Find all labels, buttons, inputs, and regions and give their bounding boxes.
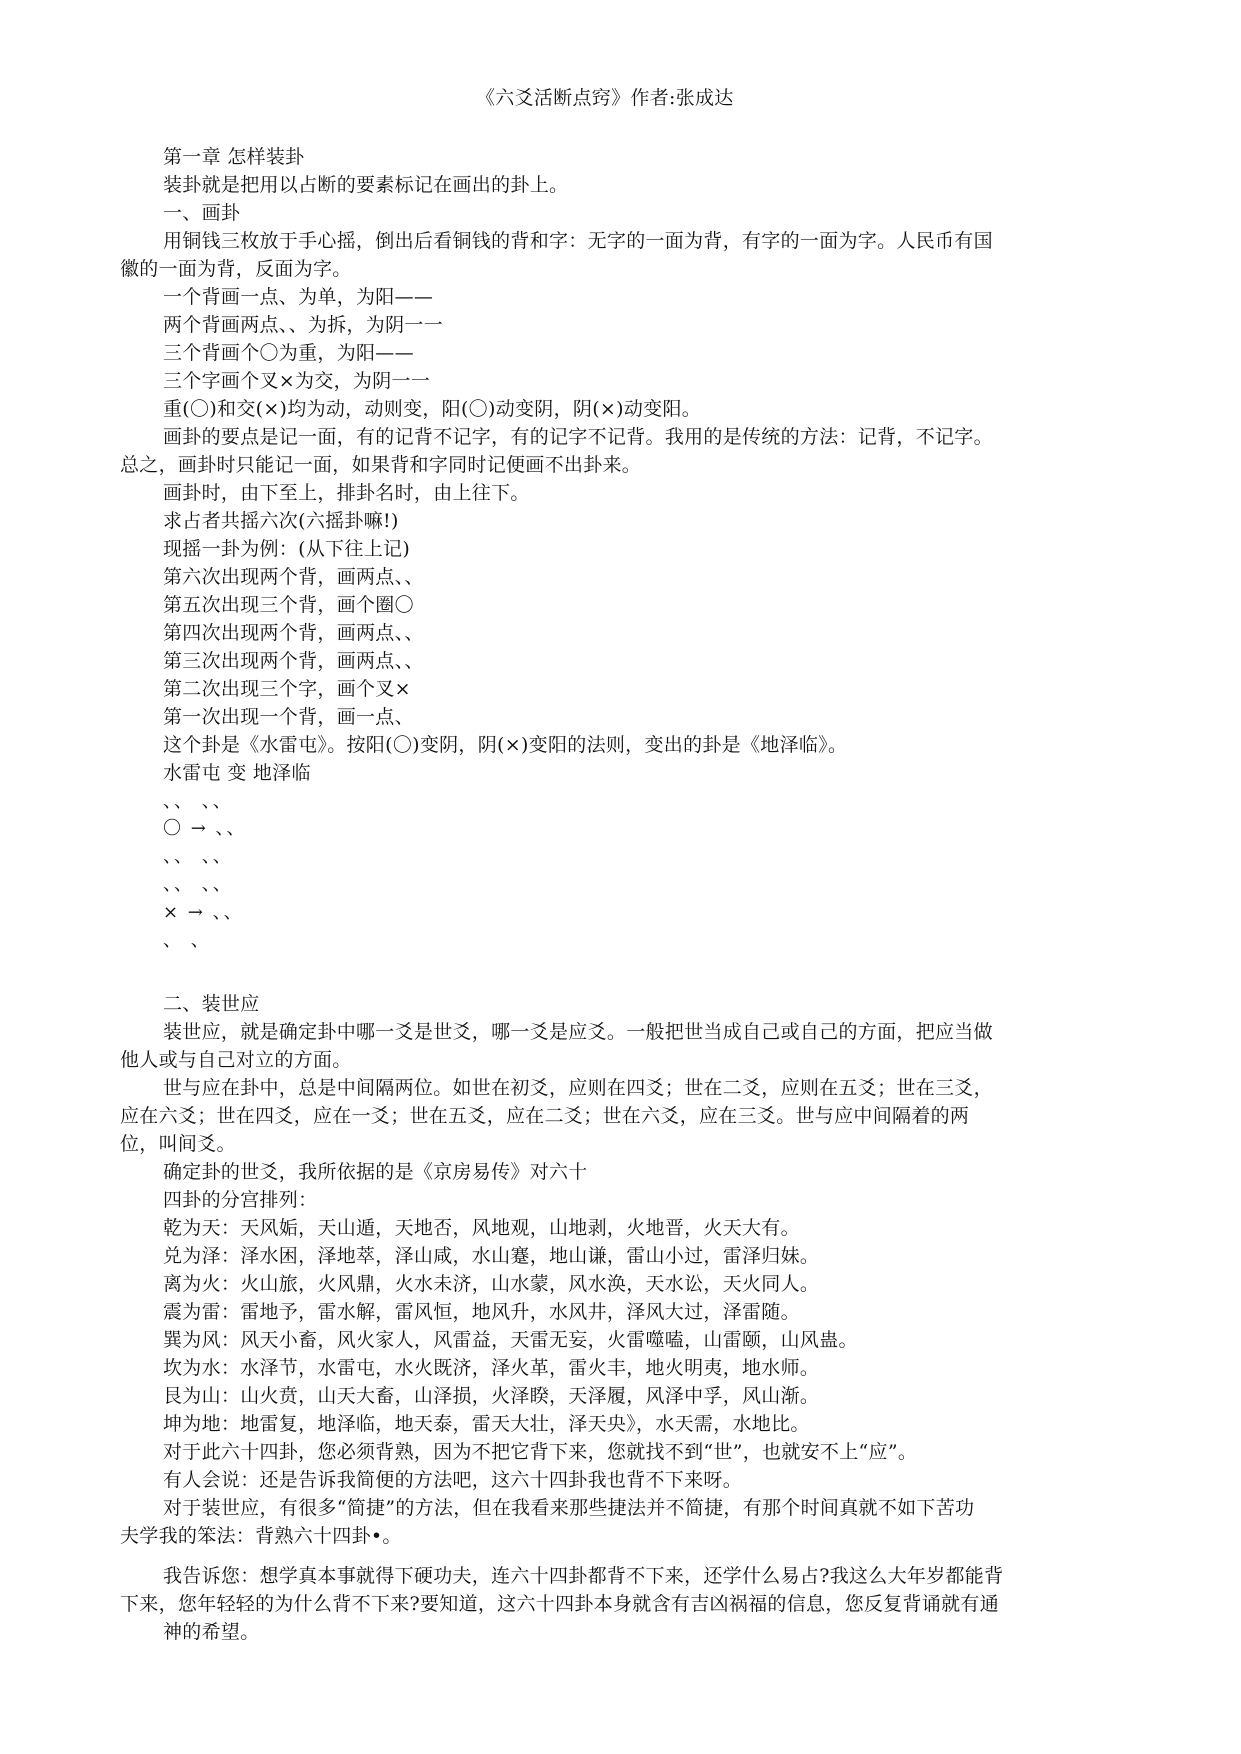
paragraph-line: 画卦时，由下至上，排卦名时，由上往下。 [163, 482, 530, 504]
document-title: 《六爻活断点窍》作者:张成达 [476, 87, 734, 109]
palace-list-item: 乾为天：天风姤，天山遁，天地否，风地观，山地剥，火地晋，火天大有。 [163, 1217, 800, 1239]
palace-list-item: 兑为泽：泽水困，泽地萃，泽山咸，水山蹇，地山谦，雷山小过，雷泽归妹。 [163, 1245, 820, 1267]
paragraph-line: 两个背画两点、、为拆，为阴一一 [163, 314, 444, 336]
paragraph-line: 徽的一面为背，反面为字。 [120, 258, 352, 280]
paragraph-line: 画卦的要点是记一面，有的记背不记字，有的记字不记背。我用的是传统的方法：记背，不记字。 [163, 426, 993, 448]
paragraph-line: 一个背画一点、为单，为阳—— [163, 286, 434, 308]
paragraph-line: 这个卦是《水雷屯》。按阳(〇)变阴，阴(×)变阳的法则，变出的卦是《地泽临》。 [163, 734, 848, 756]
paragraph-line: 装卦就是把用以占断的要素标记在画出的卦上。 [163, 174, 569, 196]
paragraph-line: 重(〇)和交(×)均为动，动则变，阳(〇)动变阴，阴(×)动变阳。 [163, 398, 702, 420]
paragraph-line: 应在六爻；世在四爻，应在一爻；世在五爻，应在二爻；世在六爻，应在三爻。世与应中间隔着的两 [120, 1105, 970, 1127]
paragraph-line: 下来，您年轻轻的为什么背不下来?要知道，这六十四卦本身就含有吉凶祸福的信息，您反复背诵就有通 [120, 1593, 999, 1615]
palace-list-item: 坎为水：水泽节，水雷屯，水火既济，泽火革，雷火丰，地火明夷，地水师。 [163, 1357, 820, 1379]
paragraph-line: 世与应在卦中，总是中间隔两位。如世在初爻，应则在四爻；世在二爻，应则在五爻；世在三爻， [163, 1077, 993, 1099]
paragraph-line: 三个字画个叉×为交，为阴一一 [163, 370, 431, 392]
paragraph-line: 四卦的分宫排列： [163, 1189, 318, 1211]
section-heading: 一、画卦 [163, 202, 241, 224]
paragraph-line: 第一次出现一个背，画一点、 [163, 706, 414, 728]
paragraph-line: 第三次出现两个背，画两点、、 [163, 650, 424, 672]
paragraph-line: 夫学我的笨法：背熟六十四卦•。 [120, 1525, 402, 1547]
palace-list-item: 离为火：火山旅，火风鼎，火水未济，山水蒙，风水涣，天水讼，天火同人。 [163, 1273, 820, 1295]
paragraph-line: 总之，画卦时只能记一面，如果背和字同时记便画不出卦来。 [120, 454, 642, 476]
paragraph-line: 三个背画个〇为重，为阳—— [163, 342, 414, 364]
paragraph-line: 装世应，就是确定卦中哪一爻是世爻，哪一爻是应爻。一般把世当成自己或自己的方面，把应当做 [163, 1021, 993, 1043]
paragraph-line: 第六次出现两个背，画两点、、 [163, 566, 424, 588]
palace-list-item: 坤为地：地雷复，地泽临，地天泰，雷天大壮，泽天央》，水天需，水地比。 [163, 1413, 810, 1435]
paragraph-line: 我告诉您：想学真本事就得下硬功夫，连六十四卦都背不下来，还学什么易占?我这么大年岁都能背 [163, 1565, 1004, 1587]
chapter-heading: 第一章 怎样装卦 [163, 146, 305, 168]
hexagram-diagram-row: 、 、 [163, 930, 211, 951]
palace-list-item: 巽为风：风天小畜，风火家人，风雷益，天雷无妄，火雷噬嗑，山雷颐，山风蛊。 [163, 1329, 858, 1351]
paragraph-line: 第四次出现两个背，画两点、、 [163, 622, 424, 644]
paragraph-line: 第五次出现三个背，画个圈〇 [163, 594, 414, 616]
paragraph-line: 有人会说：还是告诉我简便的方法吧，这六十四卦我也背不下来呀。 [163, 1469, 743, 1491]
paragraph-line: 确定卦的世爻，我所依据的是《京房易传》对六十 [163, 1161, 588, 1183]
section-heading: 二、装世应 [163, 993, 260, 1015]
paragraph-line: 他人或与自己对立的方面。 [120, 1049, 352, 1071]
paragraph-line: 对于此六十四卦，您必须背熟，因为不把它背下来，您就找不到“世”，也就安不上“应”。 [163, 1441, 918, 1463]
paragraph-line: 求占者共摇六次(六摇卦嘛!) [163, 510, 399, 532]
palace-list-item: 艮为山：山火贲，山天大畜，山泽损，火泽睽，天泽履，风泽中孚，风山渐。 [163, 1385, 820, 1407]
palace-list-item: 震为雷：雷地予，雷水解，雷风恒，地风升，水风井，泽风大过，泽雷随。 [163, 1301, 800, 1323]
paragraph-line: 用铜钱三枚放于手心摇，倒出后看铜钱的背和字：无字的一面为背，有字的一面为字。人民币有国 [163, 230, 993, 252]
paragraph-line: 神的希望。 [163, 1621, 260, 1643]
hexagram-diagram-title: 水雷屯 变 地泽临 [163, 762, 311, 784]
paragraph-line: 位，叫间爻。 [120, 1133, 236, 1155]
hexagram-diagram-row: 、、 、、 [163, 874, 233, 895]
hexagram-diagram-row: 、、 、、 [163, 791, 233, 812]
paragraph-line: 第二次出现三个字，画个叉× [163, 678, 411, 700]
hexagram-diagram-row: × → 、、 [163, 902, 244, 923]
hexagram-diagram-row: 〇 → 、、 [163, 818, 247, 839]
hexagram-diagram-row: 、、 、、 [163, 846, 233, 867]
paragraph-line: 对于装世应，有很多“简捷”的方法，但在我看来那些捷法并不简捷，有那个时间真就不如下苦功 [163, 1497, 975, 1519]
paragraph-line: 现摇一卦为例：(从下往上记) [163, 538, 411, 560]
